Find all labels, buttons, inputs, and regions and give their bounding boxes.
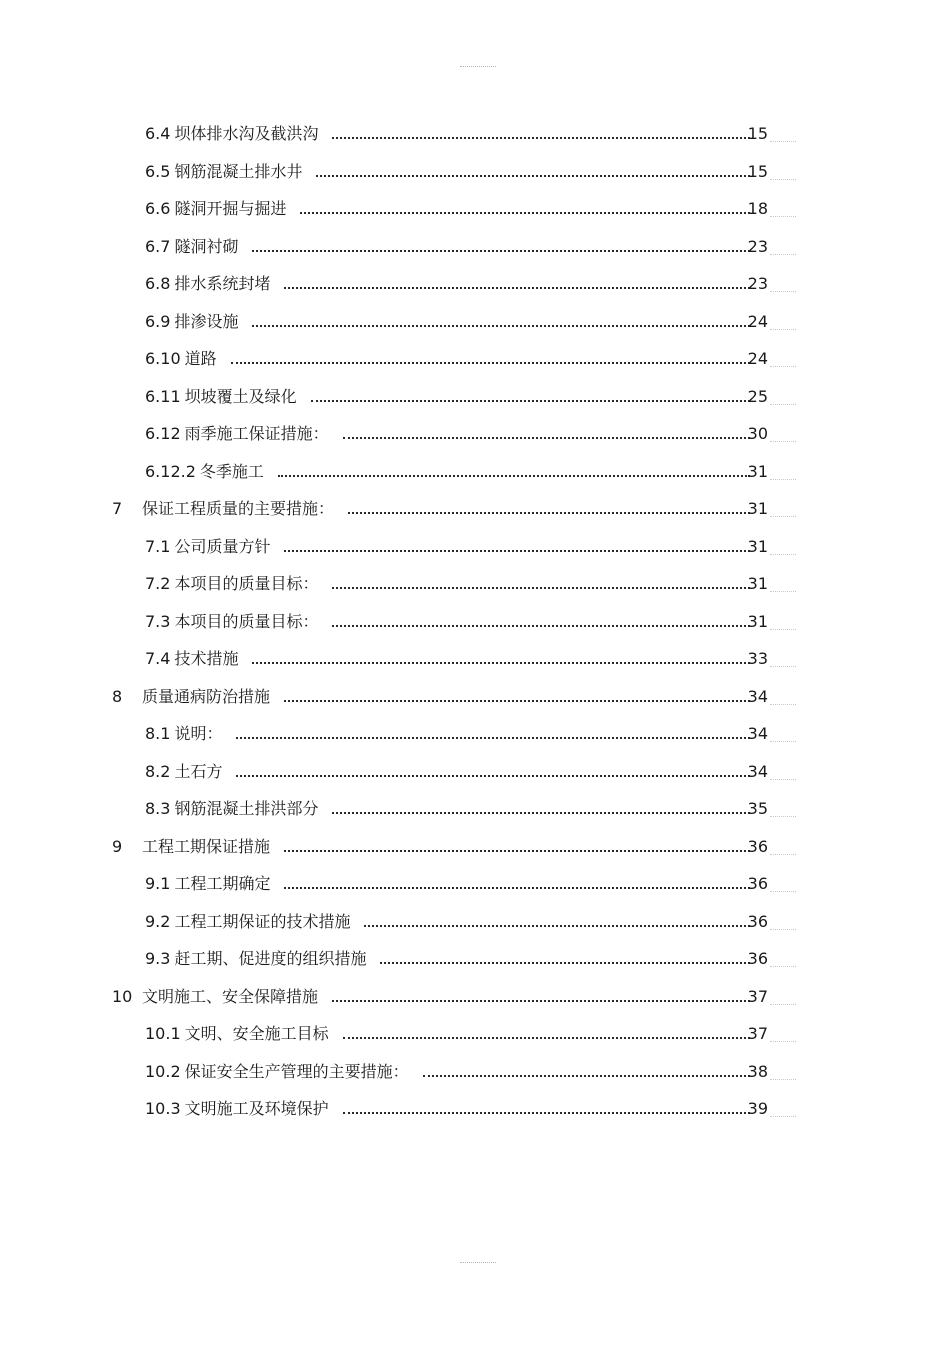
- toc-entry-heading: [145, 1015, 329, 1053]
- toc-tail-mark: [770, 554, 796, 555]
- toc-entry-page-number: 23: [747, 236, 768, 256]
- toc-entry-title: 道路: [184, 349, 217, 368]
- toc-entry-heading: [145, 340, 217, 378]
- page-header-mark: [460, 66, 496, 67]
- toc-dot-leader: [332, 137, 750, 139]
- toc-entry[interactable]: [0, 678, 950, 716]
- toc-dot-leader: [364, 925, 750, 927]
- toc-entry-number: 7.2: [145, 574, 171, 593]
- toc-entry-heading: [145, 303, 238, 341]
- toc-dot-leader: [284, 700, 750, 702]
- toc-dot-leader: [300, 212, 750, 214]
- toc-entry-page-number: 23: [747, 274, 768, 293]
- toc-dot-leader: [231, 362, 750, 364]
- toc-dot-leader: [316, 175, 750, 177]
- toc-entry[interactable]: [0, 603, 950, 641]
- toc-entry-number: 9.3: [145, 949, 171, 968]
- toc-entry[interactable]: [0, 715, 950, 753]
- toc-dot-leader: [348, 512, 750, 514]
- toc-dot-leader: [332, 587, 750, 589]
- toc-dot-leader: [332, 812, 750, 814]
- toc-entry-page-number: 34: [747, 724, 768, 743]
- toc-entry-heading: [145, 528, 270, 566]
- toc-entry-title: 保证安全生产管理的主要措施：: [184, 1061, 409, 1081]
- toc-entry-number: 7: [112, 499, 123, 518]
- toc-tail-mark: [770, 779, 796, 780]
- toc-entry-number: 6.4: [145, 124, 171, 143]
- toc-entry-heading: [145, 115, 318, 153]
- toc-entry-title: 赶工期、促进度的组织措施: [174, 949, 367, 968]
- toc-entry-title: 排水系统封堵: [174, 274, 271, 293]
- toc-entry-number: 7.3: [145, 611, 171, 631]
- toc-entry[interactable]: [0, 228, 950, 266]
- toc-dot-leader: [380, 962, 750, 964]
- toc-entry[interactable]: [0, 640, 950, 678]
- toc-entry[interactable]: [0, 978, 950, 1016]
- toc-entry-number: 6.9: [145, 311, 171, 331]
- toc-entry[interactable]: [0, 1090, 950, 1128]
- toc-entry-number: 7.4: [145, 649, 171, 668]
- toc-entry-heading: [145, 1053, 409, 1091]
- toc-entry-number: 8.2: [145, 761, 171, 781]
- toc-entry-title: 隧洞开掘与掘进: [174, 199, 287, 218]
- toc-entry-heading: [145, 228, 238, 266]
- toc-entry[interactable]: [0, 303, 950, 341]
- table-of-contents: [0, 115, 950, 1128]
- toc-entry-page-number: 31: [747, 574, 768, 593]
- toc-entry[interactable]: [0, 865, 950, 903]
- toc-entry-page-number: 36: [747, 836, 768, 856]
- toc-dot-leader: [236, 775, 750, 777]
- toc-entry-number: 8: [112, 686, 123, 706]
- toc-entry-heading: [145, 790, 318, 828]
- toc-tail-mark: [770, 516, 796, 517]
- toc-entry-page-number: 34: [747, 686, 768, 706]
- toc-dot-leader: [423, 1075, 750, 1077]
- toc-tail-mark: [770, 816, 796, 817]
- toc-entry-number: 7.1: [145, 536, 171, 556]
- toc-entry-heading: [145, 640, 238, 678]
- toc-entry-title: 坝体排水沟及截洪沟: [174, 124, 319, 143]
- toc-tail-mark: [770, 854, 796, 855]
- toc-entry-heading: [145, 415, 329, 453]
- toc-entry-number: 6.7: [145, 236, 171, 256]
- toc-dot-leader: [236, 737, 750, 739]
- toc-entry-page-number: 18: [747, 199, 768, 218]
- toc-entry-page-number: 33: [747, 649, 768, 668]
- toc-entry[interactable]: [0, 153, 950, 191]
- toc-entry-page-number: 36: [747, 949, 768, 968]
- toc-entry-page-number: 31: [747, 461, 768, 481]
- toc-entry[interactable]: [0, 565, 950, 603]
- toc-tail-mark: [770, 216, 796, 217]
- toc-entry-page-number: 36: [747, 911, 768, 931]
- toc-dot-leader: [252, 325, 750, 327]
- toc-entry-title: 工程工期确定: [174, 874, 271, 893]
- toc-tail-mark: [770, 741, 796, 742]
- toc-tail-mark: [770, 329, 796, 330]
- toc-dot-leader: [284, 887, 750, 889]
- toc-entry-page-number: 38: [747, 1061, 768, 1081]
- toc-tail-mark: [770, 966, 796, 967]
- toc-entry-page-number: 15: [747, 124, 768, 143]
- toc-entry-page-number: 39: [747, 1099, 768, 1118]
- toc-dot-leader: [278, 475, 750, 477]
- toc-entry-title: 技术措施: [174, 649, 239, 668]
- toc-dot-leader: [332, 625, 750, 627]
- toc-entry-heading: [112, 490, 334, 528]
- toc-entry-title: 文明施工及环境保护: [184, 1099, 329, 1118]
- toc-entry-page-number: 31: [747, 499, 768, 518]
- toc-entry[interactable]: [0, 940, 950, 978]
- toc-entry-heading: [145, 265, 270, 303]
- toc-dot-leader: [343, 1037, 750, 1039]
- toc-tail-mark: [770, 629, 796, 630]
- toc-entry-heading: [145, 1090, 329, 1128]
- toc-entry-number: 6.5: [145, 161, 171, 181]
- toc-entry[interactable]: [0, 265, 950, 303]
- toc-entry-page-number: 15: [747, 161, 768, 181]
- toc-entry-heading: [145, 453, 264, 491]
- toc-dot-leader: [284, 287, 750, 289]
- toc-entry-page-number: 36: [747, 874, 768, 893]
- toc-entry[interactable]: [0, 753, 950, 791]
- toc-entry-page-number: 31: [747, 536, 768, 556]
- toc-entry-heading: [145, 603, 318, 641]
- toc-tail-mark: [770, 704, 796, 705]
- toc-tail-mark: [770, 929, 796, 930]
- toc-tail-mark: [770, 179, 796, 180]
- toc-entry-title: 质量通病防治措施: [142, 686, 271, 706]
- toc-entry-page-number: 30: [747, 424, 768, 443]
- toc-entry[interactable]: [0, 190, 950, 228]
- toc-tail-mark: [770, 1041, 796, 1042]
- toc-dot-leader: [284, 850, 750, 852]
- toc-entry-number: 10.2: [145, 1061, 181, 1081]
- toc-entry-number: 10.3: [145, 1099, 181, 1118]
- toc-entry[interactable]: [0, 378, 950, 416]
- toc-entry-page-number: 24: [747, 349, 768, 368]
- toc-entry[interactable]: [0, 415, 950, 453]
- toc-entry-heading: [145, 715, 222, 753]
- toc-entry-title: 工程工期保证的技术措施: [174, 911, 351, 931]
- toc-entry-title: 本项目的质量目标：: [174, 574, 319, 593]
- toc-entry-heading: [112, 828, 270, 866]
- toc-entry-number: 6.12: [145, 424, 181, 443]
- page-footer-mark: [460, 1262, 496, 1263]
- toc-dot-leader: [252, 250, 750, 252]
- toc-entry-number: 8.1: [145, 724, 171, 743]
- toc-tail-mark: [770, 141, 796, 142]
- toc-dot-leader: [284, 550, 750, 552]
- toc-entry-title: 雨季施工保证措施：: [184, 424, 329, 443]
- toc-tail-mark: [770, 404, 796, 405]
- toc-entry[interactable]: [0, 790, 950, 828]
- toc-entry-number: 6.8: [145, 274, 171, 293]
- toc-entry-title: 坝坡覆土及绿化: [184, 386, 297, 406]
- toc-entry[interactable]: [0, 828, 950, 866]
- toc-entry-heading: [112, 978, 318, 1016]
- toc-entry[interactable]: [0, 903, 950, 941]
- toc-tail-mark: [770, 891, 796, 892]
- toc-entry-number: 9.2: [145, 911, 171, 931]
- toc-tail-mark: [770, 666, 796, 667]
- toc-entry-title: 排渗设施: [174, 311, 239, 331]
- toc-entry[interactable]: [0, 1015, 950, 1053]
- toc-tail-mark: [770, 366, 796, 367]
- toc-entry-page-number: 31: [747, 611, 768, 631]
- toc-entry-page-number: 34: [747, 761, 768, 781]
- toc-entry-title: 钢筋混凝土排水井: [174, 161, 303, 181]
- toc-entry-page-number: 37: [747, 1024, 768, 1043]
- toc-dot-leader: [311, 400, 750, 402]
- toc-dot-leader: [252, 662, 750, 664]
- toc-entry-number: 8.3: [145, 799, 171, 818]
- toc-entry-number: 6.10: [145, 349, 181, 368]
- toc-entry[interactable]: [0, 1053, 950, 1091]
- toc-tail-mark: [770, 291, 796, 292]
- toc-tail-mark: [770, 1116, 796, 1117]
- toc-entry-number: 9.1: [145, 874, 171, 893]
- toc-entry-page-number: 24: [747, 311, 768, 331]
- toc-entry-title: 钢筋混凝土排洪部分: [174, 799, 319, 818]
- toc-dot-leader: [343, 1112, 750, 1114]
- toc-tail-mark: [770, 441, 796, 442]
- toc-entry-heading: [145, 565, 318, 603]
- toc-entry-title: 本项目的质量目标：: [174, 611, 319, 631]
- toc-entry-page-number: 35: [747, 799, 768, 818]
- toc-entry-title: 说明：: [174, 724, 223, 743]
- toc-entry-heading: [145, 940, 366, 978]
- toc-entry-heading: [145, 378, 297, 416]
- toc-entry-heading: [145, 753, 222, 791]
- toc-entry-number: 9: [112, 836, 123, 856]
- toc-entry[interactable]: [0, 453, 950, 491]
- toc-entry[interactable]: [0, 340, 950, 378]
- toc-entry-page-number: 37: [747, 986, 768, 1006]
- toc-entry-title: 文明、安全施工目标: [184, 1024, 329, 1043]
- toc-entry-title: 土石方: [174, 761, 223, 781]
- toc-tail-mark: [770, 479, 796, 480]
- toc-entry-number: 6.12.2: [145, 461, 196, 481]
- toc-entry-title: 工程工期保证措施: [142, 836, 271, 856]
- toc-tail-mark: [770, 591, 796, 592]
- toc-dot-leader: [332, 1000, 750, 1002]
- toc-entry[interactable]: [0, 528, 950, 566]
- toc-entry-page-number: 25: [747, 386, 768, 406]
- toc-entry-heading: [145, 190, 286, 228]
- toc-entry-number: 6.11: [145, 386, 181, 406]
- toc-entry-number: 6.6: [145, 199, 171, 218]
- toc-entry-title: 公司质量方针: [174, 536, 271, 556]
- toc-entry-heading: [145, 903, 350, 941]
- toc-entry-number: 10.1: [145, 1024, 181, 1043]
- toc-dot-leader: [343, 437, 750, 439]
- toc-entry[interactable]: [0, 115, 950, 153]
- toc-entry[interactable]: [0, 490, 950, 528]
- toc-entry-heading: [145, 865, 270, 903]
- toc-entry-number: 10: [112, 986, 133, 1006]
- toc-entry-title: 保证工程质量的主要措施：: [142, 499, 335, 518]
- toc-entry-heading: [112, 678, 270, 716]
- toc-entry-title: 隧洞衬砌: [174, 236, 239, 256]
- toc-entry-heading: [145, 153, 302, 191]
- toc-entry-title: 冬季施工: [199, 461, 264, 481]
- toc-tail-mark: [770, 1079, 796, 1080]
- toc-tail-mark: [770, 254, 796, 255]
- toc-tail-mark: [770, 1004, 796, 1005]
- toc-entry-title: 文明施工、安全保障措施: [142, 986, 319, 1006]
